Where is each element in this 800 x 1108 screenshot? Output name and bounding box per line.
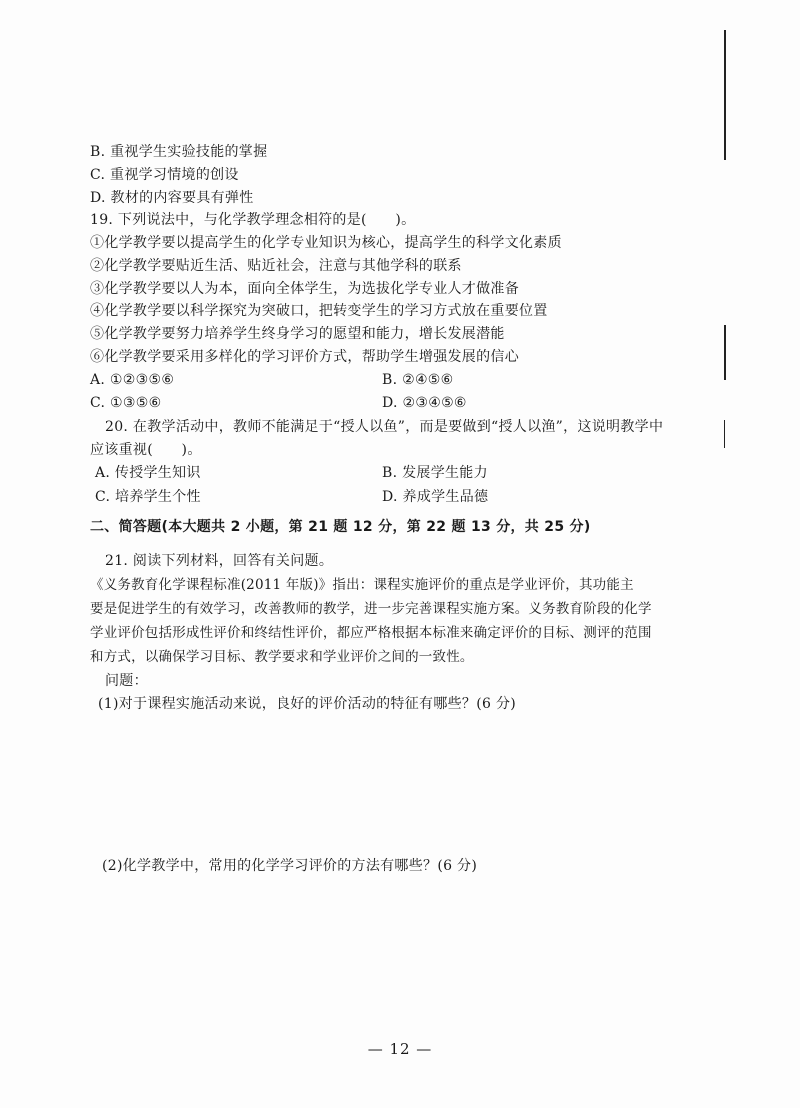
option-b-line: B. 重视学生实验技能的掌握 xyxy=(90,144,268,160)
question-20-option-b: B. 发展学生能力 xyxy=(382,465,488,481)
passage-line-3: 学业评价包括形成性评价和终结性评价，都应严格根据本标准来确定评价的目标、测评的范围 xyxy=(90,625,652,641)
question-19-option-b: B. ②④⑤⑥ xyxy=(382,372,454,388)
question-19-stem: 19. 下列说法中，与化学教学理念相符的是( )。 xyxy=(90,212,416,228)
question-19-statement-2: ②化学教学要贴近生活、贴近社会，注意与其他学科的联系 xyxy=(90,258,462,274)
passage-line-4: 和方式，以确保学习目标、教学要求和学业评价之间的一致性。 xyxy=(90,649,474,665)
question-19-statement-3: ③化学教学要以人为本，面向全体学生，为选拔化学专业人才做准备 xyxy=(90,281,519,297)
question-19-statement-5: ⑤化学教学要努力培养学生终身学习的愿望和能力，增长发展潜能 xyxy=(90,326,505,342)
passage-line-2: 要是促进学生的有效学习，改善教师的教学，进一步完善课程实施方案。义务教育阶段的化学 xyxy=(90,601,652,617)
option-c-line: C. 重视学习情境的创设 xyxy=(90,167,239,183)
question-21-stem: 21. 阅读下列材料，回答有关问题。 xyxy=(105,553,334,569)
page-number: — 12 — xyxy=(367,1040,433,1058)
question-19-statement-6: ⑥化学教学要采用多样化的学习评价方式，帮助学生增强发展的信心 xyxy=(90,349,519,365)
question-20-stem-line-2: 应该重视( )。 xyxy=(90,442,202,458)
sub-question-1: (1)对于课程实施活动来说，良好的评价活动的特征有哪些？(6 分) xyxy=(98,696,517,712)
question-label: 问题： xyxy=(105,673,148,689)
question-19-statement-1: ①化学教学要以提高学生的化学专业知识为核心，提高学生的科学文化素质 xyxy=(90,235,562,251)
question-19-option-c: C. ①③⑤⑥ xyxy=(90,395,162,411)
question-20-option-d: D. 养成学生品德 xyxy=(382,489,489,505)
scan-edge-mark xyxy=(724,30,726,160)
question-20-stem-line-1: 20. 在教学活动中，教师不能满足于“授人以鱼”，而是要做到“授人以渔”，这说明教学中 xyxy=(105,419,664,435)
passage-line-1: 《义务教育化学课程标准(2011 年版)》指出：课程实施评价的重点是学业评价，其功能主 xyxy=(90,577,634,593)
question-19-option-d: D. ②③④⑤⑥ xyxy=(382,395,467,411)
sub-question-2: (2)化学教学中，常用的化学学习评价的方法有哪些？(6 分) xyxy=(102,858,478,874)
question-19-statement-4: ④化学教学要以科学探究为突破口，把转变学生的学习方式放在重要位置 xyxy=(90,303,548,319)
option-d-line: D. 教材的内容要具有弹性 xyxy=(90,190,254,206)
scan-edge-mark xyxy=(724,420,725,448)
section-2-heading: 二、简答题(本大题共 2 小题，第 21 题 12 分，第 22 题 13 分，共 25 分) xyxy=(90,519,591,535)
question-20-option-a: A. 传授学生知识 xyxy=(95,465,201,481)
question-19-option-a: A. ①②③⑤⑥ xyxy=(90,372,175,388)
question-20-option-c: C. 培养学生个性 xyxy=(95,489,201,505)
scan-edge-mark xyxy=(724,325,726,380)
